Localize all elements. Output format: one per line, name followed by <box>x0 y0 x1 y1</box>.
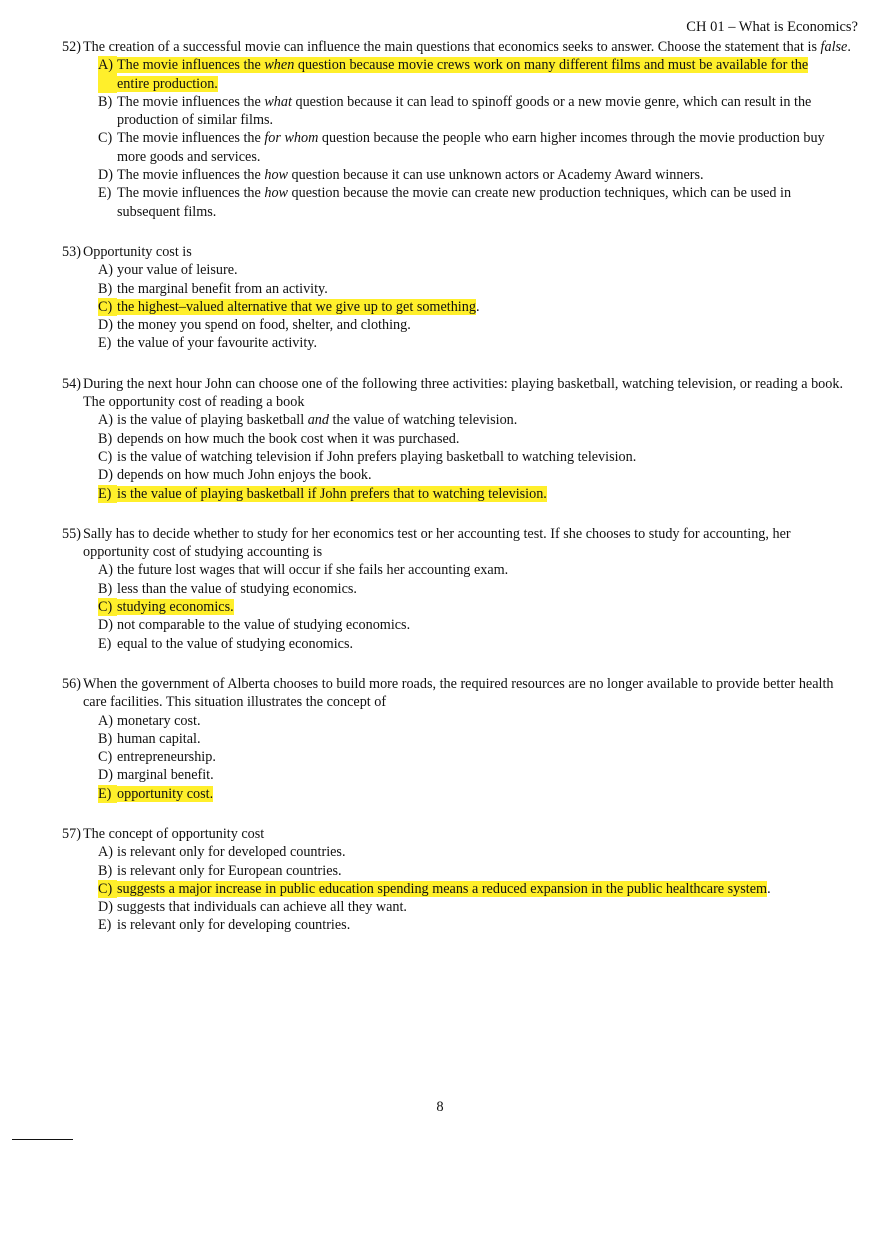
option-label: E) <box>98 485 117 503</box>
highlighted-answer: the highest–valued alternative that we give up to get something <box>117 298 476 315</box>
question-57 <box>62 825 852 935</box>
question-list <box>62 38 852 957</box>
question-number: 56) <box>62 675 81 692</box>
answer-option-c <box>98 748 852 766</box>
option-text: The movie influences the for whom question because the people who earn higher incomes through the movie production buy more goods and services. <box>117 130 825 165</box>
question-56 <box>62 675 852 803</box>
option-text: equal to the value of studying economics. <box>117 635 354 652</box>
option-text: the marginal benefit from an activity. <box>117 280 328 297</box>
option-label: A) <box>98 562 113 579</box>
option-label: B) <box>98 280 113 297</box>
question-number: 52) <box>62 39 81 55</box>
question-stem: Sally has to decide whether to study for her economics test or her accounting test. If she chooses to study for accounting, her opportunity cost of studying accounting is <box>83 525 791 561</box>
answer-option-c <box>98 598 852 616</box>
answer-option-e <box>98 785 852 803</box>
option-text <box>117 785 844 803</box>
option-label: A) <box>98 712 113 729</box>
option-text: suggests that individuals can achieve all they want. <box>117 899 407 916</box>
option-text: is the value of playing basketball and the value of watching television. <box>117 412 518 429</box>
option-text: is relevant only for developing countries. <box>117 917 351 934</box>
option-text: suggests a major increase in public education spending means a reduced expansion in the public healthcare system. <box>117 880 771 897</box>
highlighted-answer: is the value of playing basketball if John prefers that to watching television. <box>117 485 547 502</box>
option-label: A) <box>98 844 113 861</box>
answer-option-b <box>98 580 852 598</box>
answer-option-d <box>98 616 852 634</box>
option-text: The movie influences the how question because it can use unknown actors or Academy Award winners. <box>117 167 704 184</box>
option-text: The movie influences the how question because the movie can create new production techniques, which can be used in subsequent films. <box>117 185 792 220</box>
option-text: marginal benefit. <box>117 767 214 784</box>
option-label: E) <box>98 335 112 352</box>
answer-option-b <box>98 430 852 448</box>
option-label: A) <box>98 412 113 429</box>
answer-option-c <box>98 129 852 166</box>
question-number: 55) <box>62 525 81 542</box>
option-text: the future lost wages that will occur if she fails her accounting exam. <box>117 562 509 579</box>
highlighted-answer: suggests a major increase in public education spending means a reduced expansion in the public healthcare system <box>117 880 768 897</box>
answer-option-a <box>98 411 852 429</box>
answer-option-e <box>98 635 852 653</box>
answer-option-a <box>98 561 852 579</box>
option-label: C) <box>98 130 113 147</box>
option-text: human capital. <box>117 730 201 747</box>
question-55 <box>62 525 852 653</box>
question-54 <box>62 375 852 503</box>
option-text: less than the value of studying economics. <box>117 580 357 597</box>
option-text: is the value of watching television if John prefers playing basketball to watching television. <box>117 448 637 465</box>
question-number: 53) <box>62 243 81 260</box>
option-text: is relevant only for European countries. <box>117 862 342 879</box>
answer-option-d <box>98 898 852 916</box>
running-header: CH 01 – What is Economics? <box>686 19 858 35</box>
option-text <box>117 598 844 616</box>
answer-option-e <box>98 485 852 503</box>
footnote-rule <box>12 1139 73 1140</box>
question-stem: The creation of a successful movie can influence the main questions that economics seeks to answer. Choose the statement that is false. <box>83 39 851 55</box>
answer-option-c <box>98 448 852 466</box>
answer-option-c <box>98 298 852 316</box>
option-label: D) <box>98 767 113 784</box>
option-label: C) <box>98 298 117 316</box>
option-label: B) <box>98 430 113 447</box>
option-text: depends on how much John enjoys the book. <box>117 467 372 484</box>
option-label: D) <box>98 167 113 184</box>
answer-option-b <box>98 93 852 130</box>
answer-option-d <box>98 466 852 484</box>
question-stem: During the next hour John can choose one of the following three activities: playing basketball, watching television, or reading a book. The opportunity cost of reading a book <box>83 375 844 411</box>
question-53 <box>62 243 852 353</box>
option-label: B) <box>98 580 113 597</box>
option-text: not comparable to the value of studying economics. <box>117 617 411 634</box>
answer-option-a <box>98 843 852 861</box>
option-label: D) <box>98 317 113 334</box>
option-label: E) <box>98 917 112 934</box>
option-label: C) <box>98 880 117 898</box>
option-label: C) <box>98 448 113 465</box>
option-text: entrepreneurship. <box>117 749 216 766</box>
answer-option-b <box>98 862 852 880</box>
question-stem: The concept of opportunity cost <box>83 825 265 842</box>
answer-option-d <box>98 316 852 334</box>
answer-option-b <box>98 280 852 298</box>
option-label: D) <box>98 467 113 484</box>
option-label: C) <box>98 598 117 616</box>
highlighted-answer: studying economics. <box>117 599 234 616</box>
option-text <box>117 485 844 503</box>
option-label: E) <box>98 785 117 803</box>
option-label: B) <box>98 93 113 110</box>
question-number: 57) <box>62 825 81 842</box>
answer-option-b <box>98 730 852 748</box>
page-number: 8 <box>436 1099 444 1115</box>
option-text <box>117 56 844 93</box>
answer-option-c <box>98 880 852 898</box>
option-label: C) <box>98 749 113 766</box>
option-label: A) <box>98 56 117 93</box>
answer-option-d <box>98 166 852 184</box>
option-label: B) <box>98 730 113 747</box>
option-text: depends on how much the book cost when it was purchased. <box>117 430 460 447</box>
option-label: D) <box>98 899 113 916</box>
question-stem: When the government of Alberta chooses to build more roads, the required resources are no longer available to provide better health care facilities. This situation illustrates the concept of <box>83 675 834 711</box>
question-number: 54) <box>62 375 81 392</box>
highlighted-answer: The movie influences the when question because movie crews work on many different films and must be available for the entire production. <box>117 57 809 92</box>
option-label: D) <box>98 617 113 634</box>
option-text: your value of leisure. <box>117 262 238 279</box>
question-52 <box>62 38 852 221</box>
answer-option-e <box>98 334 852 352</box>
highlighted-answer: opportunity cost. <box>117 785 214 802</box>
option-label: A) <box>98 262 113 279</box>
answer-option-a <box>98 261 852 279</box>
option-text: the highest–valued alternative that we give up to get something. <box>117 298 480 315</box>
option-label: E) <box>98 185 112 202</box>
answer-option-d <box>98 766 852 784</box>
option-text: The movie influences the what question because it can lead to spinoff goods or a new movie genre, which can result in the production of similar films. <box>117 93 812 129</box>
option-text: the value of your favourite activity. <box>117 335 317 352</box>
option-text: monetary cost. <box>117 712 201 729</box>
answer-option-e <box>98 916 852 934</box>
answer-option-e <box>98 184 852 221</box>
option-text: is relevant only for developed countries. <box>117 844 346 861</box>
option-label: B) <box>98 862 113 879</box>
answer-option-a <box>98 712 852 730</box>
option-text: the money you spend on food, shelter, and clothing. <box>117 317 411 334</box>
answer-option-a <box>98 56 852 93</box>
question-stem: Opportunity cost is <box>83 243 192 260</box>
option-label: E) <box>98 635 112 652</box>
